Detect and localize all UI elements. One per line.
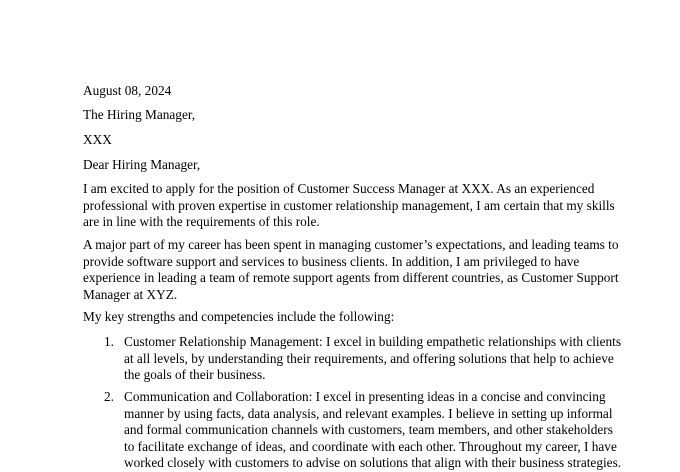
paragraph-experience	[83, 237, 619, 303]
paragraph-line: provide software support and services to business clients. In addition, I am privileged to have	[83, 253, 580, 269]
list-item-line: to facilitate exchange of ideas, and coordinate with each other. Throughout my career, I have	[124, 438, 617, 454]
list-item-line: the goals of their business.	[124, 367, 266, 382]
list-item-line: Communication and Collaboration: I excel in presenting ideas in a concise and convincing	[124, 389, 606, 404]
paragraph-line: A major part of my career has been spent in managing customer’s expectations, and leading teams to	[83, 237, 619, 252]
paragraph-line: are in line with the requirements of this role.	[83, 214, 320, 229]
paragraph-line: professional with proven expertise in customer relationship management, I am certain that my skills	[83, 197, 615, 213]
list-number: 1.	[104, 334, 114, 349]
strengths-intro: My key strengths and competencies include the following:	[83, 309, 395, 324]
paragraph-intro	[83, 181, 615, 231]
salutation: Dear Hiring Manager,	[83, 157, 201, 172]
letter-date: August 08, 2024	[83, 83, 172, 98]
list-item-text	[124, 334, 621, 384]
list-item-line: manner by using facts, data analysis, and relevant examples. I believe in setting up informal	[124, 405, 613, 421]
list-item-line: and formal communication channels with customers, team members, and other stakeholders	[124, 422, 613, 437]
recipient-company: XXX	[83, 132, 112, 147]
list-item-line: Customer Relationship Management: I excel in building empathetic relationships with clients	[124, 334, 622, 349]
list-number: 2.	[104, 389, 114, 404]
paragraph-line: Manager at XYZ.	[83, 286, 178, 302]
list-item-text	[124, 389, 621, 472]
recipient-title: The Hiring Manager,	[83, 107, 196, 122]
list-item-line: worked closely with customers to advise on solutions that align with their business strategies.	[124, 455, 622, 470]
list-item-line: at all levels, by understanding their requirements, and offering solutions that help to achieve	[124, 350, 614, 366]
paragraph-line: I am excited to apply for the position of Customer Success Manager at XXX. As an experienced	[83, 181, 595, 196]
paragraph-line: experience in leading a team of remote support agents from different countries, as Customer Support	[83, 270, 619, 285]
